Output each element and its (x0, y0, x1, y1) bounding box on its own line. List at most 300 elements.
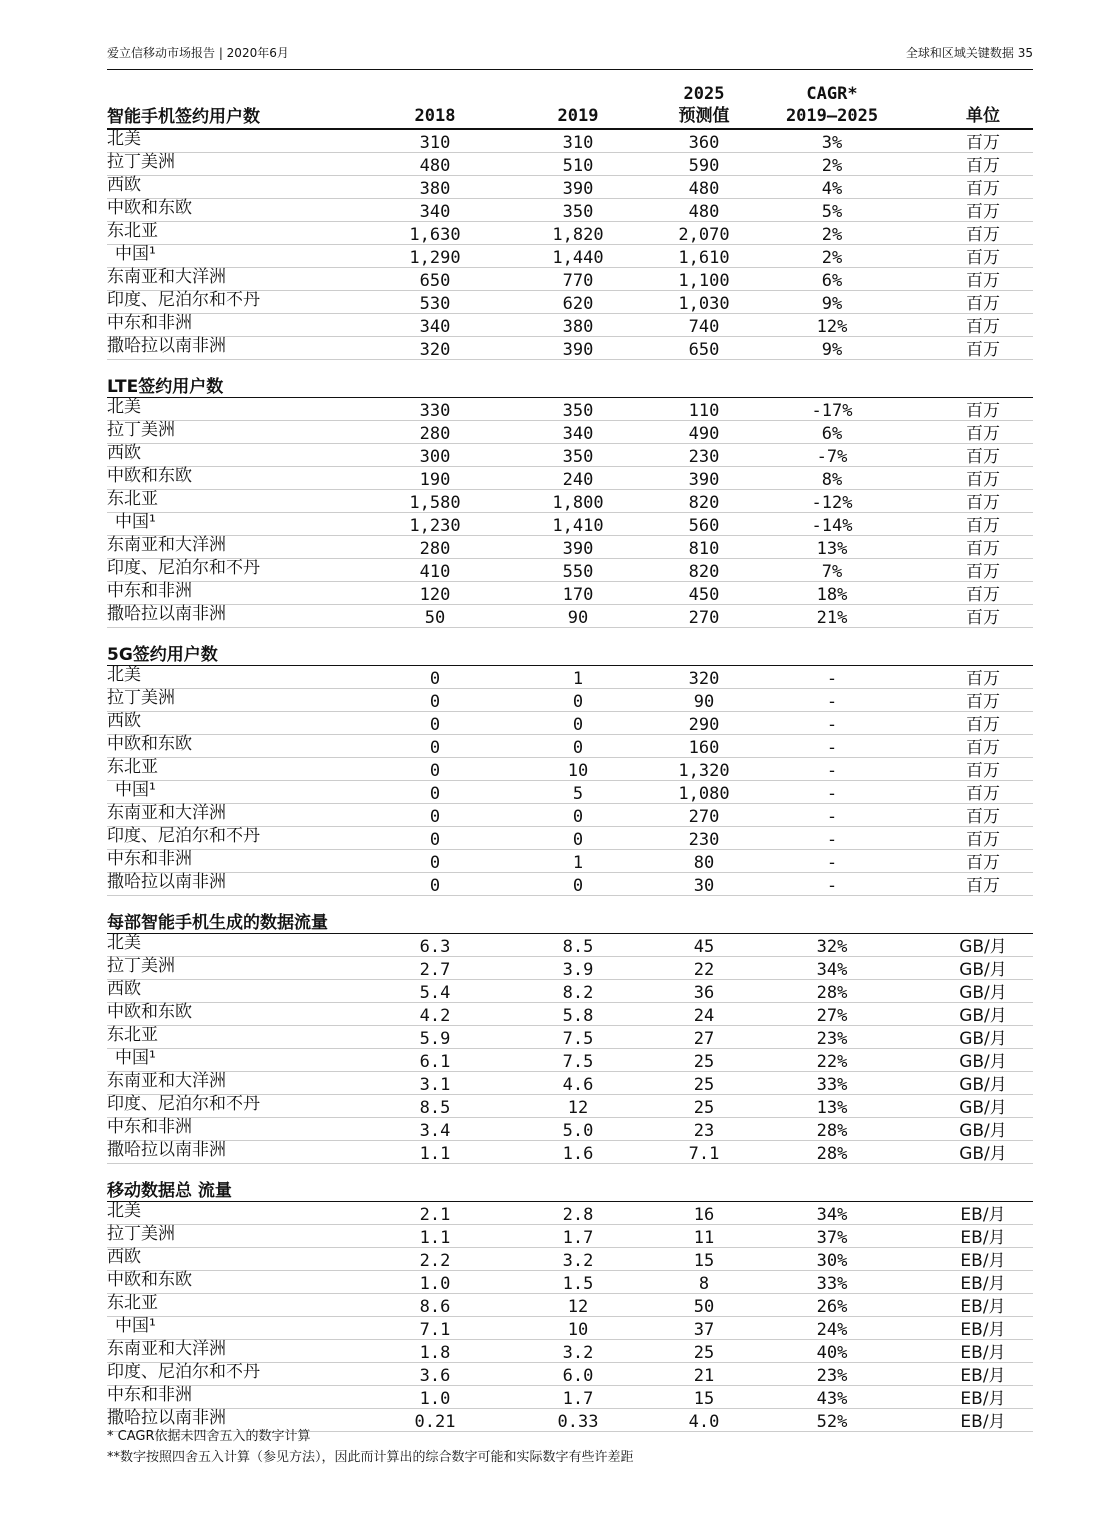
value-2018: 340 (419, 202, 451, 222)
table-row (107, 1225, 1033, 1248)
value-2025: 37 (693, 1320, 715, 1340)
value-2025: 1,320 (678, 761, 730, 781)
value-2018: 0 (429, 784, 441, 804)
table-row (107, 957, 1033, 980)
region-label: 撒哈拉以南非洲 (107, 604, 226, 624)
value-2018: 0 (429, 669, 441, 689)
value-2025: 1,100 (678, 271, 730, 291)
region-label: 中国¹ (115, 1048, 156, 1068)
table-title: 智能手机签约用户数 (107, 107, 260, 127)
value-2025: 290 (688, 715, 720, 735)
table-row (107, 245, 1033, 268)
value-2019: 170 (562, 585, 594, 605)
value-cagr: -17% (811, 401, 853, 421)
value-2018: 0 (429, 761, 441, 781)
unit: 百万 (966, 853, 1000, 873)
region-label: 中东和非洲 (107, 1385, 192, 1405)
region-label: 东南亚和大洋洲 (107, 535, 226, 555)
col-unit: 单位 (966, 106, 1000, 126)
table-row (107, 199, 1033, 222)
value-2019: 510 (562, 156, 594, 176)
unit: 百万 (966, 179, 1000, 199)
region-label: 拉丁美洲 (107, 688, 175, 708)
column-header (107, 82, 1033, 130)
value-2025: 15 (693, 1389, 715, 1409)
value-cagr: 37% (816, 1228, 848, 1248)
region-label: 东北亚 (107, 757, 158, 777)
value-2018: 0 (429, 715, 441, 735)
value-2019: 1,440 (552, 248, 604, 268)
section-title: 5G签约用户数 (107, 640, 1033, 666)
value-2019: 0 (572, 807, 584, 827)
value-2018: 1,230 (409, 516, 461, 536)
value-2019: 5.0 (562, 1121, 594, 1141)
value-2018: 0 (429, 807, 441, 827)
unit: 百万 (966, 340, 1000, 360)
unit: 百万 (966, 156, 1000, 176)
region-label: 北美 (107, 397, 141, 417)
region-label: 东南亚和大洋洲 (107, 803, 226, 823)
value-2019: 5 (572, 784, 584, 804)
unit: 百万 (966, 271, 1000, 291)
value-2025: 27 (693, 1029, 715, 1049)
value-cagr: 40% (816, 1343, 848, 1363)
value-2019: 0 (572, 876, 584, 896)
value-2019: 0.33 (557, 1412, 599, 1432)
value-cagr: 28% (816, 983, 848, 1003)
table-row (107, 1271, 1033, 1294)
value-2019: 350 (562, 447, 594, 467)
region-label: 中国¹ (115, 780, 156, 800)
value-2018: 50 (424, 608, 446, 628)
value-2025: 36 (693, 983, 715, 1003)
unit: 百万 (966, 715, 1000, 735)
table-row (107, 1118, 1033, 1141)
value-2025: 2,070 (678, 225, 730, 245)
value-2025: 650 (688, 340, 720, 360)
value-cagr: 9% (821, 340, 843, 360)
value-2018: 1,630 (409, 225, 461, 245)
value-2019: 12 (567, 1098, 589, 1118)
value-2018: 5.4 (419, 983, 451, 1003)
value-2018: 480 (419, 156, 451, 176)
table-row (107, 980, 1033, 1003)
value-cagr: 34% (816, 1205, 848, 1225)
value-2025: 480 (688, 179, 720, 199)
value-2018: 0 (429, 738, 441, 758)
region-label: 中欧和东欧 (107, 1002, 192, 1022)
value-cagr: 8% (821, 470, 843, 490)
col-cagr (762, 83, 902, 127)
value-2018: 3.1 (419, 1075, 451, 1095)
unit: 百万 (966, 539, 1000, 559)
value-2019: 8.2 (562, 983, 594, 1003)
region-label: 东南亚和大洋洲 (107, 267, 226, 287)
value-2019: 310 (562, 133, 594, 153)
unit: GB/月 (959, 1098, 1007, 1118)
value-cagr: 34% (816, 960, 848, 980)
region-label: 中欧和东欧 (107, 1270, 192, 1290)
unit: 百万 (966, 447, 1000, 467)
unit: 百万 (966, 669, 1000, 689)
value-2025: 25 (693, 1098, 715, 1118)
value-2025: 30 (693, 876, 715, 896)
value-2025: 230 (688, 447, 720, 467)
value-cagr: 23% (816, 1029, 848, 1049)
value-2025: 480 (688, 202, 720, 222)
section-title: LTE签约用户数 (107, 372, 1033, 398)
table-row (107, 153, 1033, 176)
value-2025: 360 (688, 133, 720, 153)
value-cagr: - (826, 876, 838, 896)
unit: GB/月 (959, 1052, 1007, 1072)
value-2025: 16 (693, 1205, 715, 1225)
value-cagr: -12% (811, 493, 853, 513)
value-cagr: - (826, 784, 838, 804)
unit: EB/月 (960, 1251, 1006, 1271)
table-row (107, 398, 1033, 421)
value-cagr: 12% (816, 317, 848, 337)
value-2019: 390 (562, 179, 594, 199)
value-cagr: 13% (816, 1098, 848, 1118)
value-cagr: 18% (816, 585, 848, 605)
value-cagr: - (826, 692, 838, 712)
value-2019: 240 (562, 470, 594, 490)
region-label: 西欧 (107, 443, 141, 463)
table-row (107, 337, 1033, 360)
table-row (107, 804, 1033, 827)
value-cagr: 9% (821, 294, 843, 314)
unit: GB/月 (959, 1075, 1007, 1095)
value-2019: 6.0 (562, 1366, 594, 1386)
table-row (107, 712, 1033, 735)
value-2025: 1,030 (678, 294, 730, 314)
value-2018: 8.5 (419, 1098, 451, 1118)
value-2018: 320 (419, 340, 451, 360)
value-2019: 1,800 (552, 493, 604, 513)
col-cagr-label: CAGR* (806, 84, 858, 104)
table-row (107, 1340, 1033, 1363)
value-2018: 2.2 (419, 1251, 451, 1271)
value-2018: 340 (419, 317, 451, 337)
value-2018: 3.4 (419, 1121, 451, 1141)
col-cagr-range: 2019–2025 (785, 106, 879, 126)
value-cagr: - (826, 807, 838, 827)
value-2018: 7.1 (419, 1320, 451, 1340)
value-2019: 340 (562, 424, 594, 444)
value-2025: 1,610 (678, 248, 730, 268)
value-2018: 1,290 (409, 248, 461, 268)
value-2025: 21 (693, 1366, 715, 1386)
value-cagr: 24% (816, 1320, 848, 1340)
region-label: 北美 (107, 933, 141, 953)
col-2025-year: 2025 (683, 84, 725, 104)
unit: GB/月 (959, 983, 1007, 1003)
value-cagr: 21% (816, 608, 848, 628)
value-cagr: - (826, 761, 838, 781)
value-2019: 3.9 (562, 960, 594, 980)
region-label: 东北亚 (107, 489, 158, 509)
table-row (107, 873, 1033, 896)
table-row (107, 934, 1033, 957)
unit: 百万 (966, 830, 1000, 850)
region-label: 中欧和东欧 (107, 466, 192, 486)
value-cagr: 27% (816, 1006, 848, 1026)
region-label: 撒哈拉以南非洲 (107, 336, 226, 356)
region-label: 中国¹ (115, 244, 156, 264)
value-2018: 1.0 (419, 1274, 451, 1294)
table-row (107, 314, 1033, 337)
table-section (107, 130, 1033, 360)
value-2025: 1,080 (678, 784, 730, 804)
value-2025: 25 (693, 1343, 715, 1363)
table-row (107, 444, 1033, 467)
unit: 百万 (966, 562, 1000, 582)
value-2019: 1.6 (562, 1144, 594, 1164)
value-cagr: 43% (816, 1389, 848, 1409)
value-2019: 3.2 (562, 1343, 594, 1363)
region-label: 印度、尼泊尔和不丹 (107, 1094, 260, 1114)
value-2019: 390 (562, 539, 594, 559)
value-cagr: 28% (816, 1121, 848, 1141)
value-2019: 1.7 (562, 1389, 594, 1409)
value-2025: 450 (688, 585, 720, 605)
value-2019: 350 (562, 202, 594, 222)
region-label: 中东和非洲 (107, 313, 192, 333)
value-2019: 7.5 (562, 1052, 594, 1072)
value-2018: 120 (419, 585, 451, 605)
value-2018: 0 (429, 692, 441, 712)
value-2018: 1.1 (419, 1144, 451, 1164)
value-2018: 1.8 (419, 1343, 451, 1363)
value-cagr: - (826, 853, 838, 873)
value-2018: 2.7 (419, 960, 451, 980)
value-cagr: - (826, 738, 838, 758)
value-2019: 3.2 (562, 1251, 594, 1271)
value-2019: 390 (562, 340, 594, 360)
col-2025-label: 预测值 (678, 106, 730, 126)
value-cagr: 3% (821, 133, 843, 153)
value-cagr: 13% (816, 539, 848, 559)
value-2025: 90 (693, 692, 715, 712)
table-row (107, 1049, 1033, 1072)
value-2018: 8.6 (419, 1297, 451, 1317)
value-2018: 1.0 (419, 1389, 451, 1409)
region-label: 中欧和东欧 (107, 198, 192, 218)
value-2018: 3.6 (419, 1366, 451, 1386)
value-cagr: 6% (821, 271, 843, 291)
region-label: 拉丁美洲 (107, 956, 175, 976)
value-2025: 25 (693, 1052, 715, 1072)
table-row (107, 268, 1033, 291)
value-cagr: - (826, 830, 838, 850)
value-cagr: 2% (821, 248, 843, 268)
unit: 百万 (966, 516, 1000, 536)
region-label: 印度、尼泊尔和不丹 (107, 290, 260, 310)
region-label: 中国¹ (115, 512, 156, 532)
table-row (107, 605, 1033, 628)
table-row (107, 758, 1033, 781)
unit: 百万 (966, 608, 1000, 628)
region-label: 中国¹ (115, 1316, 156, 1336)
value-cagr: 33% (816, 1274, 848, 1294)
region-label: 拉丁美洲 (107, 420, 175, 440)
value-2019: 1 (572, 669, 584, 689)
value-2019: 90 (567, 608, 589, 628)
value-cagr: 52% (816, 1412, 848, 1432)
value-2019: 350 (562, 401, 594, 421)
region-label: 印度、尼泊尔和不丹 (107, 1362, 260, 1382)
table-section (107, 1176, 1033, 1432)
value-2025: 24 (693, 1006, 715, 1026)
region-label: 拉丁美洲 (107, 1224, 175, 1244)
value-2018: 0 (429, 853, 441, 873)
value-2018: 0 (429, 876, 441, 896)
value-2019: 8.5 (562, 937, 594, 957)
value-cagr: 6% (821, 424, 843, 444)
unit: 百万 (966, 493, 1000, 513)
region-label: 北美 (107, 1201, 141, 1221)
value-2018: 4.2 (419, 1006, 451, 1026)
value-2018: 5.9 (419, 1029, 451, 1049)
unit: EB/月 (960, 1205, 1006, 1225)
value-2025: 45 (693, 937, 715, 957)
value-2025: 320 (688, 669, 720, 689)
value-2019: 1.7 (562, 1228, 594, 1248)
unit: 百万 (966, 692, 1000, 712)
value-2019: 1,410 (552, 516, 604, 536)
value-2025: 22 (693, 960, 715, 980)
footnote-rounding: **数字按照四舍五入计算（参见方法），因此而计算出的综合数字可能和实际数字有些许差距 (107, 1450, 634, 1465)
region-label: 中东和非洲 (107, 581, 192, 601)
unit: 百万 (966, 424, 1000, 444)
region-label: 拉丁美洲 (107, 152, 175, 172)
table-row (107, 1248, 1033, 1271)
value-2025: 4.0 (688, 1412, 720, 1432)
region-label: 东北亚 (107, 221, 158, 241)
table-row (107, 1386, 1033, 1409)
value-2025: 11 (693, 1228, 715, 1248)
value-2025: 490 (688, 424, 720, 444)
value-2025: 15 (693, 1251, 715, 1271)
table-row (107, 1317, 1033, 1340)
table-row (107, 735, 1033, 758)
table-section (107, 372, 1033, 628)
unit: 百万 (966, 807, 1000, 827)
value-2019: 4.6 (562, 1075, 594, 1095)
value-cagr: 22% (816, 1052, 848, 1072)
value-2018: 2.1 (419, 1205, 451, 1225)
unit: 百万 (966, 294, 1000, 314)
value-2018: 300 (419, 447, 451, 467)
value-2018: 1,580 (409, 493, 461, 513)
unit: GB/月 (959, 1029, 1007, 1049)
region-label: 北美 (107, 665, 141, 685)
unit: 百万 (966, 202, 1000, 222)
value-2025: 110 (688, 401, 720, 421)
footnote-cagr: * CAGR依据未四舍五入的数字计算 (107, 1429, 311, 1444)
value-2019: 12 (567, 1297, 589, 1317)
table-row (107, 1003, 1033, 1026)
table-row (107, 1141, 1033, 1164)
region-label: 撒哈拉以南非洲 (107, 872, 226, 892)
region-label: 东南亚和大洋洲 (107, 1071, 226, 1091)
value-cagr: 2% (821, 225, 843, 245)
value-2025: 820 (688, 562, 720, 582)
footnotes (107, 1426, 634, 1468)
value-2025: 25 (693, 1075, 715, 1095)
unit: EB/月 (960, 1343, 1006, 1363)
value-2025: 7.1 (688, 1144, 720, 1164)
table-row (107, 130, 1033, 153)
value-2025: 230 (688, 830, 720, 850)
unit: 百万 (966, 317, 1000, 337)
unit: EB/月 (960, 1274, 1006, 1294)
region-label: 撒哈拉以南非洲 (107, 1408, 226, 1428)
unit: 百万 (966, 225, 1000, 245)
value-2019: 0 (572, 738, 584, 758)
value-2018: 530 (419, 294, 451, 314)
table-row (107, 1363, 1033, 1386)
unit: 百万 (966, 876, 1000, 896)
value-cagr: 33% (816, 1075, 848, 1095)
value-2019: 1 (572, 853, 584, 873)
value-2018: 330 (419, 401, 451, 421)
region-label: 西欧 (107, 979, 141, 999)
value-2025: 160 (688, 738, 720, 758)
value-2025: 810 (688, 539, 720, 559)
table-row (107, 1072, 1033, 1095)
region-label: 印度、尼泊尔和不丹 (107, 558, 260, 578)
unit: GB/月 (959, 937, 1007, 957)
value-cagr: 32% (816, 937, 848, 957)
value-2018: 6.1 (419, 1052, 451, 1072)
value-2019: 5.8 (562, 1006, 594, 1026)
table-row (107, 850, 1033, 873)
value-2019: 10 (567, 1320, 589, 1340)
value-cagr: -7% (816, 447, 848, 467)
value-2018: 1.1 (419, 1228, 451, 1248)
value-cagr: 2% (821, 156, 843, 176)
unit: 百万 (966, 761, 1000, 781)
key-figures-table (107, 82, 1033, 1432)
unit: 百万 (966, 248, 1000, 268)
value-cagr: 23% (816, 1366, 848, 1386)
region-label: 西欧 (107, 711, 141, 731)
table-row (107, 1095, 1033, 1118)
value-cagr: 4% (821, 179, 843, 199)
table-row (107, 689, 1033, 712)
col-2018: 2018 (414, 106, 456, 126)
value-2019: 0 (572, 692, 584, 712)
value-2019: 1.5 (562, 1274, 594, 1294)
value-cagr: 28% (816, 1144, 848, 1164)
table-row (107, 222, 1033, 245)
table-row (107, 1202, 1033, 1225)
unit: GB/月 (959, 1144, 1007, 1164)
value-2025: 820 (688, 493, 720, 513)
table-row (107, 559, 1033, 582)
value-2025: 590 (688, 156, 720, 176)
region-label: 北美 (107, 129, 141, 149)
region-label: 印度、尼泊尔和不丹 (107, 826, 260, 846)
value-2019: 380 (562, 317, 594, 337)
table-section (107, 908, 1033, 1164)
header-divider (107, 69, 1033, 70)
unit: 百万 (966, 401, 1000, 421)
region-label: 中东和非洲 (107, 849, 192, 869)
col-2025-forecast (634, 83, 774, 127)
